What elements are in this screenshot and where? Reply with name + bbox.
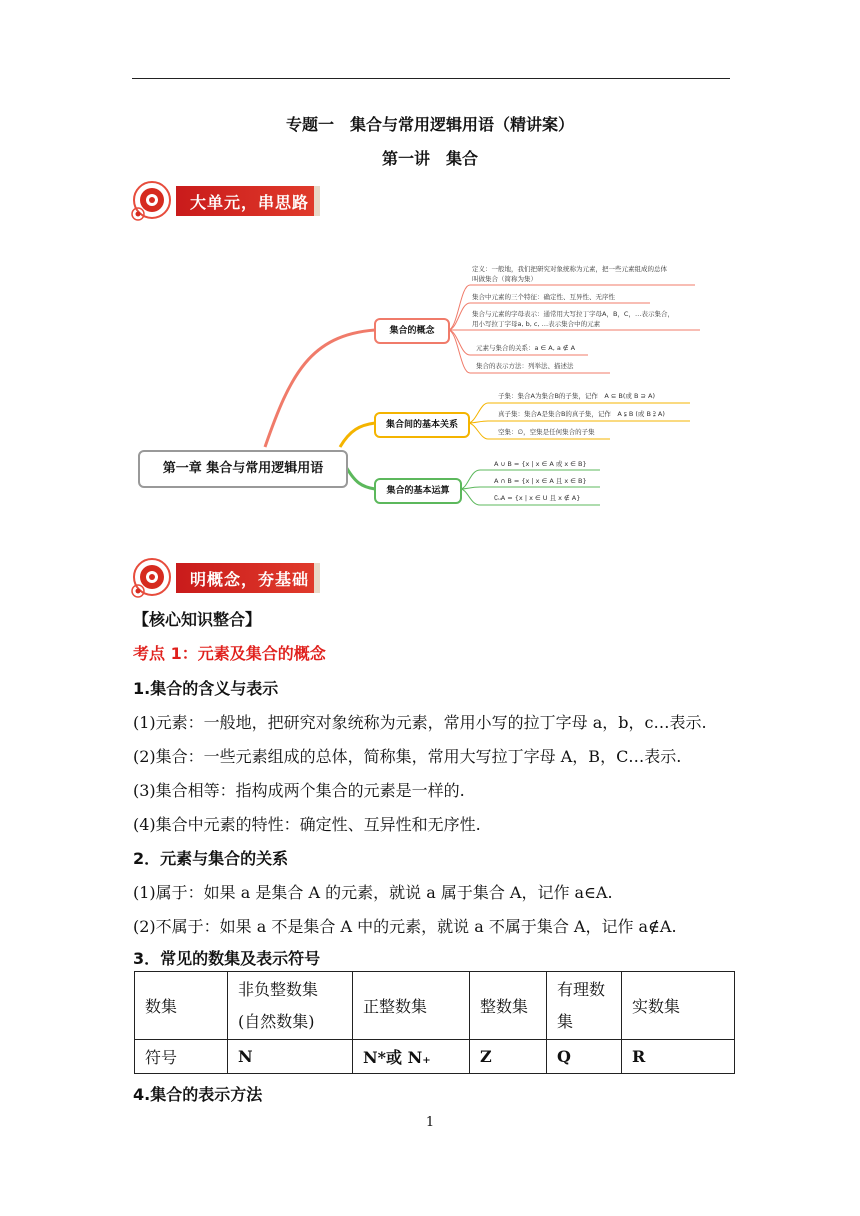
table-cell: 非负整数集 (自然数集) [228, 972, 353, 1040]
paragraph: (1)元素：一般地，把研究对象统称为元素，常用小写的拉丁字母 a，b，c…表示. [133, 713, 707, 732]
leaf: A ∪ B = {x | x ∈ A 或 x ∈ B} [494, 460, 587, 468]
number-set-table [134, 971, 735, 1074]
leaf: 集合的表示方法：列举法、描述法 [476, 362, 574, 370]
header-rule [132, 78, 730, 79]
leaf: 真子集：集合A是集合B的真子集，记作 A ⫋ B (或 B ⫌ A) [498, 410, 665, 418]
leaf: ∁ᵤA = {x | x ∈ U 且 x ∉ A} [494, 494, 581, 502]
table-cell: 符号 [135, 1040, 228, 1074]
mindmap-root: 第一章 集合与常用逻辑用语 [138, 450, 348, 488]
mindmap-branch-operations: 集合的基本运算 [374, 478, 462, 504]
leaf: 子集：集合A为集合B的子集，记作 A ⊆ B(或 B ⊇ A) [498, 392, 656, 400]
table-cell: 正整数集 [353, 972, 470, 1040]
section-4-title: 4.集合的表示方法 [133, 1085, 263, 1104]
leaf: 集合中元素的三个特征：确定性、互异性、无序性 [472, 293, 615, 301]
core-title: 【核心知识整合】 [133, 610, 262, 629]
banner-concepts [130, 555, 320, 605]
doc-subtitle: 第一讲 集合 [381, 149, 478, 168]
table-cell: 实数集 [622, 972, 735, 1040]
paragraph: (4)集合中元素的特性：确定性、互异性和无序性. [133, 815, 481, 834]
leaf: 集合与元素的字母表示：通常用大写拉丁字母A，B，C，…表示集合， [472, 310, 674, 318]
leaf: 叫做集合（简称为集） [472, 275, 537, 283]
paragraph: (3)集合相等：指构成两个集合的元素是一样的. [133, 781, 465, 800]
leaf: 空集：∅，空集是任何集合的子集 [498, 428, 595, 436]
kaodian-title: 考点 1：元素及集合的概念 [133, 644, 326, 663]
table-cell: N*或 N₊ [353, 1040, 470, 1074]
table-cell: 整数集 [470, 972, 547, 1040]
banner-label: 大单元，串思路 [190, 193, 310, 212]
paragraph: (2)集合：一些元素组成的总体，简称集，常用大写拉丁字母 A，B，C…表示. [133, 747, 682, 766]
table-cell: R [622, 1040, 735, 1074]
mindmap-branch-relations: 集合间的基本关系 [374, 412, 470, 438]
paragraph: (1)属于：如果 a 是集合 A 的元素，就说 a 属于集合 A，记作 a∈A. [133, 883, 613, 902]
banner-overview [130, 178, 320, 228]
leaf: A ∩ B = {x | x ∈ A 且 x ∈ B} [494, 477, 587, 485]
section-1-title: 1.集合的含义与表示 [133, 679, 279, 698]
table-cell: N [228, 1040, 353, 1074]
leaf: 用小写拉丁字母a, b, c, …表示集合中的元素 [472, 320, 601, 328]
section-3-title: 3．常见的数集及表示符号 [133, 949, 321, 968]
table-cell: Z [470, 1040, 547, 1074]
paragraph: (2)不属于：如果 a 不是集合 A 中的元素，就说 a 不属于集合 A，记作 a∉A. [133, 917, 677, 936]
table-cell: 有理数 集 [547, 972, 622, 1040]
mindmap-branch-concept: 集合的概念 [374, 318, 450, 344]
leaf: 定义：一般地，我们把研究对象统称为元素，把一些元素组成的总体 [472, 265, 667, 273]
doc-title: 专题一 集合与常用逻辑用语（精讲案） [285, 115, 574, 134]
section-2-title: 2．元素与集合的关系 [133, 849, 289, 868]
leaf: 元素与集合的关系：a ∈ A, a ∉ A [476, 344, 576, 352]
banner-label: 明概念，夯基础 [190, 570, 310, 589]
table-cell: Q [547, 1040, 622, 1074]
table-cell: 数集 [135, 972, 228, 1040]
page-number: 1 [425, 1115, 435, 1130]
